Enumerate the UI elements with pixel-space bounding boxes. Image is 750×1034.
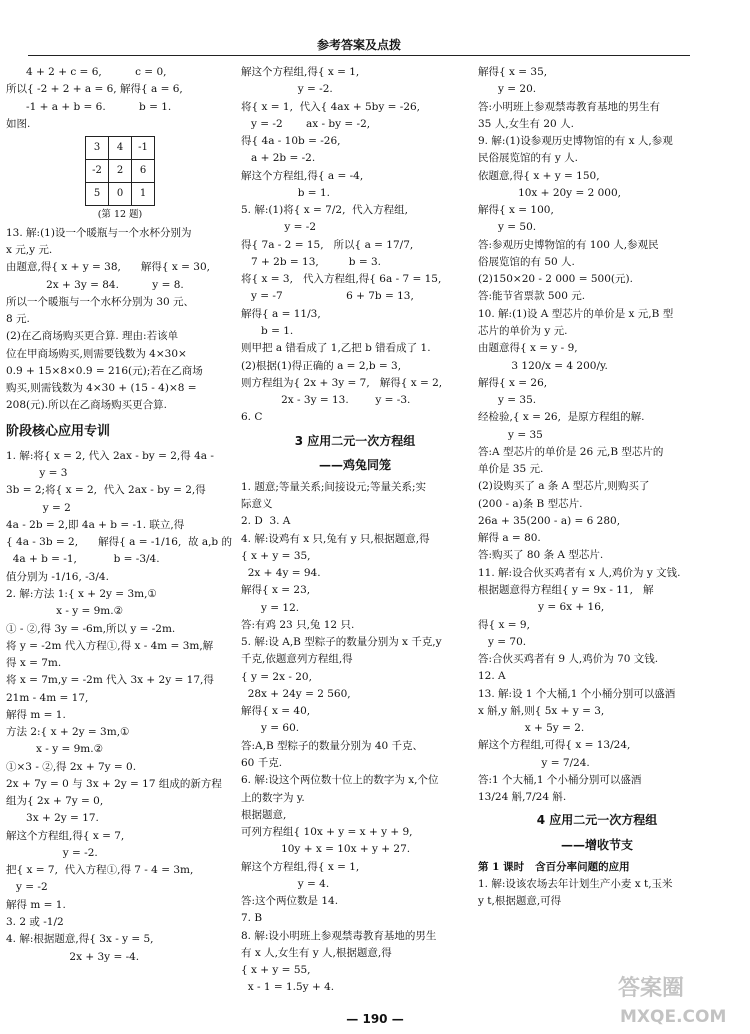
text-line: 答:A 型芯片的单价是 26 元,B 型芯片的	[478, 445, 664, 458]
text-line: 6. C	[241, 411, 263, 424]
text-line: 2x + 4y = 94.	[241, 567, 321, 580]
page-header: 参考答案及点拨	[316, 38, 401, 52]
text-line: 将{ x = 3, 代入方程组,得{ 6a - 7 = 15,	[241, 273, 442, 286]
text-line: 60 千克.	[241, 757, 283, 770]
text-line: 28x + 24y = 2 560,	[241, 687, 351, 700]
text-line: 解得{ x = 35,	[478, 66, 548, 78]
text-line: b = 1.	[241, 324, 294, 337]
text-line: (2)150×20 - 2 000 = 500(元).	[478, 273, 633, 286]
text-line: 10y + x = 10x + y + 27.	[241, 843, 411, 856]
header-rule	[28, 55, 690, 56]
grid-row	[86, 137, 155, 160]
text-line: x - 1 = 1.5y + 4.	[241, 981, 335, 994]
text-line: (2)根据(1)得正确的 a = 2,b = 3,	[241, 359, 402, 372]
text-line: y = 35.	[478, 394, 537, 407]
text-line: x - y = 9m.②	[6, 605, 124, 618]
text-line: 根据题意,	[241, 808, 287, 821]
watermark-text: 答案圈	[618, 976, 685, 1001]
text-line: 得 x = 7m.	[6, 657, 62, 670]
text-line: y = 35	[478, 428, 543, 441]
text-line: 依题意,得{ x + y = 150,	[478, 169, 600, 182]
text-line: 3b = 2;将{ x = 2, 代入 2ax - by = 2,得	[6, 484, 206, 497]
text-line: 10. 解:(1)设 A 型芯片的单价是 x 元,B 型	[478, 307, 674, 320]
text-line: 答:小明班上参观禁毒教育基地的男生有	[478, 100, 661, 113]
text-line: 11. 解:设合伙买鸡者有 x 人,鸡价为 y 文钱.	[478, 566, 681, 579]
text-line: { x + y = 35,	[241, 549, 311, 562]
text-line: 民俗展览馆的有 y 人.	[478, 152, 578, 165]
text-line: b = 1.	[241, 186, 330, 199]
text-line: y = -7 6 + 7b = 13,	[241, 290, 414, 303]
text-line: 把{ x = 7, 代入方程①,得 7 - 4 = 3m,	[6, 864, 194, 877]
text-line: 答:1 个大桶,1 个小桶分别可以盛酒	[478, 773, 642, 786]
text-line: 上的数字为 y.	[241, 791, 305, 804]
text-line: 4a - 2b = 2,即 4a + b = -1. 联立,得	[6, 518, 185, 531]
text-line: x + 5y = 2.	[478, 722, 585, 735]
text-line: 际意义	[241, 498, 273, 511]
col1-block-c	[6, 448, 234, 965]
text-line: 千克,依题意列方程组,得	[241, 653, 353, 666]
text-line: 1. 解:设该农场去年计划生产小麦 x t,玉米	[478, 877, 673, 890]
text-line: 答:这个两位数是 14.	[241, 895, 339, 908]
text-line: 解这个方程组,得{ x = 7,	[6, 829, 125, 842]
text-line: y = 3	[6, 467, 68, 480]
column-1	[6, 64, 234, 966]
text-line: x - y = 9m.②	[6, 743, 103, 756]
figure-caption: (第 12 题)	[97, 209, 143, 221]
text-line: 答:能节省票款 500 元.	[478, 290, 586, 303]
text-line: y = 60.	[241, 722, 300, 735]
text-line: y = -2	[241, 221, 317, 234]
lesson-title: 3 应用二元一次方程组	[294, 433, 416, 448]
text-line: 解这个方程组,可得{ x = 13/24,	[478, 739, 631, 752]
text-line: 解得{ x = 100,	[478, 204, 554, 217]
text-line: 将 y = -2m 代入方程①,得 x - 4m = 3m,解	[6, 639, 214, 652]
text-line: 2. 解:方法 1:{ x + 2y = 3m,①	[6, 587, 157, 600]
text-line: y = -2.	[241, 83, 333, 96]
magic-square-grid	[85, 136, 155, 206]
text-line: { x + y = 55,	[241, 964, 311, 977]
text-line: 8 元.	[6, 313, 30, 326]
text-line: 解得{ x = 23,	[241, 584, 311, 597]
text-line: (200 - a)条 B 型芯片.	[478, 497, 583, 510]
text-line: 1. 题意;等量关系;间接设元;等量关系;实	[241, 480, 427, 493]
grid-row	[86, 183, 155, 206]
text-line: 8. 解:设小明班上参观禁毒教育基地的男生	[241, 929, 437, 942]
text-line: 4a + b = -1, b = -3/4.	[6, 553, 160, 566]
text-line: 则方程组为{ 2x + 3y = 7, 解得{ x = 2,	[241, 376, 443, 389]
text-line: 解得 a = 80.	[478, 532, 541, 545]
text-line: y = 20.	[478, 83, 537, 96]
text-line: 26a + 35(200 - a) = 6 280,	[478, 514, 621, 527]
text-line: 购买,则需钱数为 4×30 + (15 - 4)×8 =	[6, 382, 197, 395]
text-line: a + 2b = -2.	[241, 152, 316, 165]
text-line: 35 人,女生有 20 人.	[478, 117, 574, 130]
col3-block-a	[478, 64, 716, 805]
text-line: y = 50.	[478, 221, 537, 234]
grid-cell: 5	[86, 183, 109, 206]
text-line: 2x - 3y = 13. y = -3.	[241, 394, 411, 407]
text-line: 俗展览馆的有 50 人.	[478, 255, 575, 268]
text-line: 位在甲商场购买,则需要钱数为 4×30×	[6, 347, 187, 360]
text-line: (2)在乙商场购买更合算. 理由:若该单	[6, 330, 179, 343]
watermark-url: MXQE.COM	[620, 1007, 727, 1027]
lesson-heading: 第 1 课时 含百分率问题的应用	[478, 860, 630, 873]
grid-cell: 2	[109, 160, 132, 183]
text-line: 芯片的单价为 y 元.	[478, 324, 568, 337]
text-line: 单价是 35 元.	[478, 463, 544, 476]
text-line: 13. 解:(1)设一个暖瓶与一个水杯分别为	[6, 226, 192, 239]
text-line: 2x + 3y = 84. y = 8.	[6, 278, 184, 291]
text-line: 将{ x = 1, 代入{ 4ax + 5by = -26,	[241, 100, 421, 113]
text-line: 由题意,得{ x + y = 38, 解得{ x = 30,	[6, 261, 210, 274]
text-line: 9. 解:(1)设参观历史博物馆的有 x 人,参观	[478, 135, 673, 148]
text-line: 可列方程组{ 10x + y = x + y + 9,	[241, 826, 413, 839]
text-line: 经检验,{ x = 26, 是原方程组的解.	[478, 411, 645, 424]
text-line: 3x + 2y = 17.	[6, 812, 99, 825]
text-line: 3. 2 或 -1/2	[6, 916, 64, 929]
text-line: y = 6x + 16,	[478, 601, 605, 614]
text-line: 如图.	[6, 117, 31, 130]
text-line: 3 120/x = 4 200/y.	[478, 359, 608, 372]
text-line: (2)设购买了 a 条 A 型芯片,则购买了	[478, 480, 650, 493]
text-line: 解这个方程组,得{ x = 1,	[241, 860, 360, 873]
grid-cell: -1	[132, 137, 155, 160]
grid-row	[86, 160, 155, 183]
text-line: 解这个方程组,得{ x = 1,	[241, 66, 360, 78]
text-line: 答:购买了 80 条 A 型芯片.	[478, 549, 604, 562]
text-line: 值分别为 -1/16, -3/4.	[6, 570, 109, 583]
text-line: 6. 解:设这个两位数十位上的数字为 x,个位	[241, 774, 439, 787]
text-line: 208(元).所以在乙商场购买更合算.	[6, 399, 167, 412]
text-line: 得{ x = 9,	[478, 618, 530, 631]
text-line: 12. A	[478, 670, 506, 683]
text-line: 7 + 2b = 13, b = 3.	[241, 255, 381, 268]
text-line: ① - ②,得 3y = -6m,所以 y = -2m.	[6, 622, 176, 635]
text-line: { 4a - 3b = 2, 解得{ a = -1/16, 故 a,b 的	[6, 536, 232, 549]
text-line: y = 2	[6, 501, 71, 514]
grid-cell: -2	[86, 160, 109, 183]
text-line: 10x + 20y = 2 000,	[478, 186, 621, 199]
text-line: 2x + 3y = -4.	[6, 950, 140, 963]
text-line: 0.9 + 15×8×0.9 = 216(元);若在乙商场	[6, 364, 203, 377]
text-line: y = -2.	[6, 846, 98, 859]
text-line: 解得{ x = 26,	[478, 376, 548, 389]
section-heading: 阶段核心应用专训	[6, 423, 111, 439]
text-line: y = -2	[6, 881, 48, 894]
text-line: 根据题意得方程组{ y = 9x - 11, 解	[478, 583, 654, 596]
text-line: 2. D 3. A	[241, 515, 291, 528]
text-line: 答:A,B 型粽子的数量分别为 40 千克、	[241, 739, 424, 752]
text-line: 解得{ a = 11/3,	[241, 307, 321, 320]
col2-block-b	[241, 479, 469, 996]
lesson-title: 4 应用二元一次方程组	[536, 813, 658, 828]
grid-cell: 0	[109, 183, 132, 206]
text-line: 13. 解:设 1 个大桶,1 个小桶分别可以盛酒	[478, 687, 676, 700]
text-line: y t,根据题意,可得	[478, 895, 562, 908]
text-line: 得{ 7a - 2 = 15, 所以{ a = 17/7,	[241, 238, 414, 251]
text-line: 7. B	[241, 912, 263, 925]
text-line: 4. 解:根据题意,得{ 3x - y = 5,	[6, 933, 154, 946]
watermark-logo	[612, 968, 742, 1030]
col2-block-a	[241, 64, 469, 426]
text-line: 解得 m = 1.	[6, 898, 66, 911]
lesson-subtitle: ——增收节支	[560, 838, 633, 853]
text-line: x 斛,y 斛,则{ 5x + y = 3,	[478, 704, 605, 717]
text-line: y = 12.	[241, 601, 300, 614]
text-line: 则甲把 a 错看成了 1,乙把 b 错看成了 1.	[241, 342, 431, 355]
text-line: 所以一个暖瓶与一个水杯分别为 30 元、	[6, 295, 195, 308]
text-line: 5. 解:(1)将{ x = 7/2, 代入方程组,	[241, 204, 408, 217]
text-line: 组为{ 2x + 7y = 0,	[6, 795, 104, 808]
text-line: -1 + a + b = 6. b = 1.	[6, 100, 172, 113]
text-line: 答:参观历史博物馆的有 100 人,参观民	[478, 238, 659, 251]
text-line: 将 x = 7m,y = -2m 代入 3x + 2y = 17,得	[6, 674, 214, 687]
text-line: 答:有鸡 23 只,兔 12 只.	[241, 618, 355, 631]
text-line: 所以{ -2 + 2 + a = 6, 解得{ a = 6,	[6, 83, 183, 96]
text-line: 4. 解:设鸡有 x 只,兔有 y 只,根据题意,得	[241, 532, 430, 545]
text-line: y = -2 ax - by = -2,	[241, 117, 371, 130]
text-line: ①×3 - ②,得 2x + 7y = 0.	[6, 760, 137, 773]
text-line: 21m - 4m = 17,	[6, 691, 89, 704]
text-line: 解得{ x = 40,	[241, 705, 311, 718]
text-line: 由题意得{ x = y - 9,	[478, 342, 578, 355]
text-line: 13/24 斛,7/24 斛.	[478, 791, 567, 804]
column-3	[478, 64, 716, 910]
grid-cell: 3	[86, 137, 109, 160]
grid-cell: 1	[132, 183, 155, 206]
text-line: 答:合伙买鸡者有 9 人,鸡价为 70 文钱.	[478, 653, 659, 666]
text-line: y = 4.	[241, 877, 330, 890]
col3-block-b	[478, 876, 716, 910]
text-line: { y = 2x - 20,	[241, 670, 312, 683]
text-line: 1. 解:将{ x = 2, 代入 2ax - by = 2,得 4a -	[6, 449, 214, 462]
text-line: y = 7/24.	[478, 756, 590, 769]
text-line: 2x + 7y = 0 与 3x + 2y = 17 组成的新方程	[6, 777, 222, 790]
column-2	[241, 64, 469, 997]
page-number: — 190 —	[346, 1012, 404, 1026]
grid-cell: 4	[109, 137, 132, 160]
text-line: 得{ 4a - 10b = -26,	[241, 135, 341, 148]
text-line: y = 70.	[478, 635, 527, 648]
col1-block-b	[6, 225, 234, 414]
text-line: 方法 2:{ x + 2y = 3m,①	[6, 726, 130, 739]
text-line: 4 + 2 + c = 6, c = 0,	[6, 66, 167, 78]
text-line: 解得 m = 1.	[6, 708, 66, 721]
grid-cell: 6	[132, 160, 155, 183]
text-line: 有 x 人,女生有 y 人,根据题意,得	[241, 946, 392, 959]
col1-block-a	[6, 64, 234, 132]
text-line: 解这个方程组,得{ a = -4,	[241, 169, 364, 182]
lesson-subtitle: ——鸡兔同笼	[318, 458, 391, 473]
text-line: 5. 解:设 A,B 型粽子的数量分别为 x 千克,y	[241, 636, 442, 649]
text-line: x 元,y 元.	[6, 244, 53, 257]
